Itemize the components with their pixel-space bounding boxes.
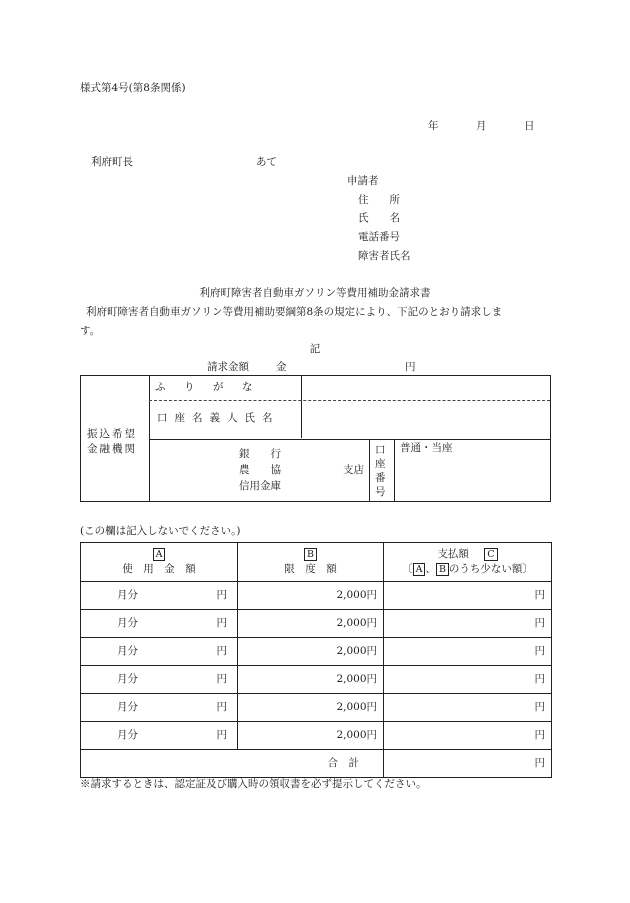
account-type: 普通・当座 <box>400 442 453 454</box>
total-row <box>81 750 552 778</box>
col-c-sub-badge-a: A <box>413 563 426 576</box>
month-label: 月分 <box>117 589 138 602</box>
form-number: 様式第4号(第8条関係) <box>80 82 186 94</box>
bank-side-label-1: 振込希望 <box>87 428 137 440</box>
col-c-sub-open: 〔 <box>402 563 413 575</box>
addressee-suffix: あて <box>256 156 277 168</box>
col-c-sub-sep: 、 <box>425 563 436 575</box>
acct-no-char-1: 口 <box>375 444 386 456</box>
col-b-label: 限 度 額 <box>284 563 337 575</box>
acct-no-char-3: 番 <box>375 472 386 484</box>
bank-side-label-2: 金融機関 <box>87 443 137 455</box>
table-row <box>81 582 552 610</box>
footnote: ※請求するときは、認定証及び購入時の領収書を必ず提示してください。 <box>80 778 427 790</box>
usage-yen: 円 <box>216 729 227 742</box>
payment-yen: 円 <box>384 694 552 722</box>
table-row <box>81 638 552 666</box>
month-label: 月分 <box>117 701 138 714</box>
body-text-line-2: す。 <box>80 325 101 337</box>
table-row <box>81 610 552 638</box>
account-holder-label: 口座名義人氏名 <box>157 412 280 424</box>
usage-yen: 円 <box>216 673 227 686</box>
body-text-line-1: 利府町障害者自動車ガソリン等費用補助要綱第8条の規定により、下記のとおり請求しま <box>86 306 503 318</box>
table-row <box>81 722 552 750</box>
date-day-label: 日 <box>524 120 535 132</box>
applicant-phone-label: 電話番号 <box>358 231 400 243</box>
ki-heading: 記 <box>309 343 321 355</box>
applicant-disabled-name-label: 障害者氏名 <box>358 250 411 262</box>
usage-table-header <box>81 543 552 582</box>
month-label: 月分 <box>117 673 138 686</box>
applicant-name-label: 氏 名 <box>358 212 400 224</box>
coop-label: 農 協 <box>239 464 281 476</box>
claim-kin-label: 金 <box>276 361 287 373</box>
table-row <box>81 694 552 722</box>
limit-amount: 2,000円 <box>238 694 384 722</box>
acct-no-char-2: 座 <box>375 458 386 470</box>
total-label: 合 計 <box>81 750 384 778</box>
col-c-sub-badge-b: B <box>436 563 449 576</box>
month-label: 月分 <box>117 729 138 742</box>
date-year-label: 年 <box>428 120 439 132</box>
limit-amount: 2,000円 <box>238 666 384 694</box>
addressee-name: 利府町長 <box>91 156 133 168</box>
table-row <box>81 666 552 694</box>
do-not-fill-note: (この欄は記入しないでください。) <box>80 525 241 537</box>
usage-yen: 円 <box>216 701 227 714</box>
col-a-label: 使 用 金 額 <box>122 563 196 575</box>
usage-yen: 円 <box>216 617 227 630</box>
limit-amount: 2,000円 <box>238 610 384 638</box>
badge-b: B <box>304 548 317 561</box>
credit-union-label: 信用金庫 <box>239 480 281 492</box>
branch-label: 支店 <box>343 464 364 476</box>
claim-amount-label: 請求金額 <box>207 361 249 373</box>
col-a-header <box>81 543 238 582</box>
col-b-header <box>238 543 384 582</box>
col-c-header <box>384 543 552 582</box>
month-label: 月分 <box>117 645 138 658</box>
badge-c: C <box>484 548 497 561</box>
month-label: 月分 <box>117 617 138 630</box>
limit-amount: 2,000円 <box>238 582 384 610</box>
payment-yen: 円 <box>384 638 552 666</box>
acct-no-char-4: 号 <box>375 486 386 498</box>
furigana-label: ふ り が な <box>155 381 257 393</box>
usage-yen: 円 <box>216 589 227 602</box>
payment-yen: 円 <box>384 610 552 638</box>
total-yen: 円 <box>384 750 552 778</box>
col-c-label: 支払額 <box>437 548 469 560</box>
bank-info-table <box>80 375 551 502</box>
limit-amount: 2,000円 <box>238 638 384 666</box>
document-title: 利府町障害者自動車ガソリン等費用補助金請求書 <box>199 287 431 299</box>
col-c-sub-tail: のうち少ない額〕 <box>448 563 533 575</box>
payment-yen: 円 <box>384 582 552 610</box>
applicant-address-label: 住 所 <box>358 194 400 206</box>
limit-amount: 2,000円 <box>238 722 384 750</box>
badge-a: A <box>153 548 166 561</box>
usage-table <box>80 542 552 778</box>
usage-yen: 円 <box>216 645 227 658</box>
applicant-heading: 申請者 <box>347 175 379 187</box>
claim-yen-label: 円 <box>405 361 416 373</box>
payment-yen: 円 <box>384 722 552 750</box>
bank-label: 銀 行 <box>239 448 281 460</box>
date-month-label: 月 <box>476 120 487 132</box>
payment-yen: 円 <box>384 666 552 694</box>
